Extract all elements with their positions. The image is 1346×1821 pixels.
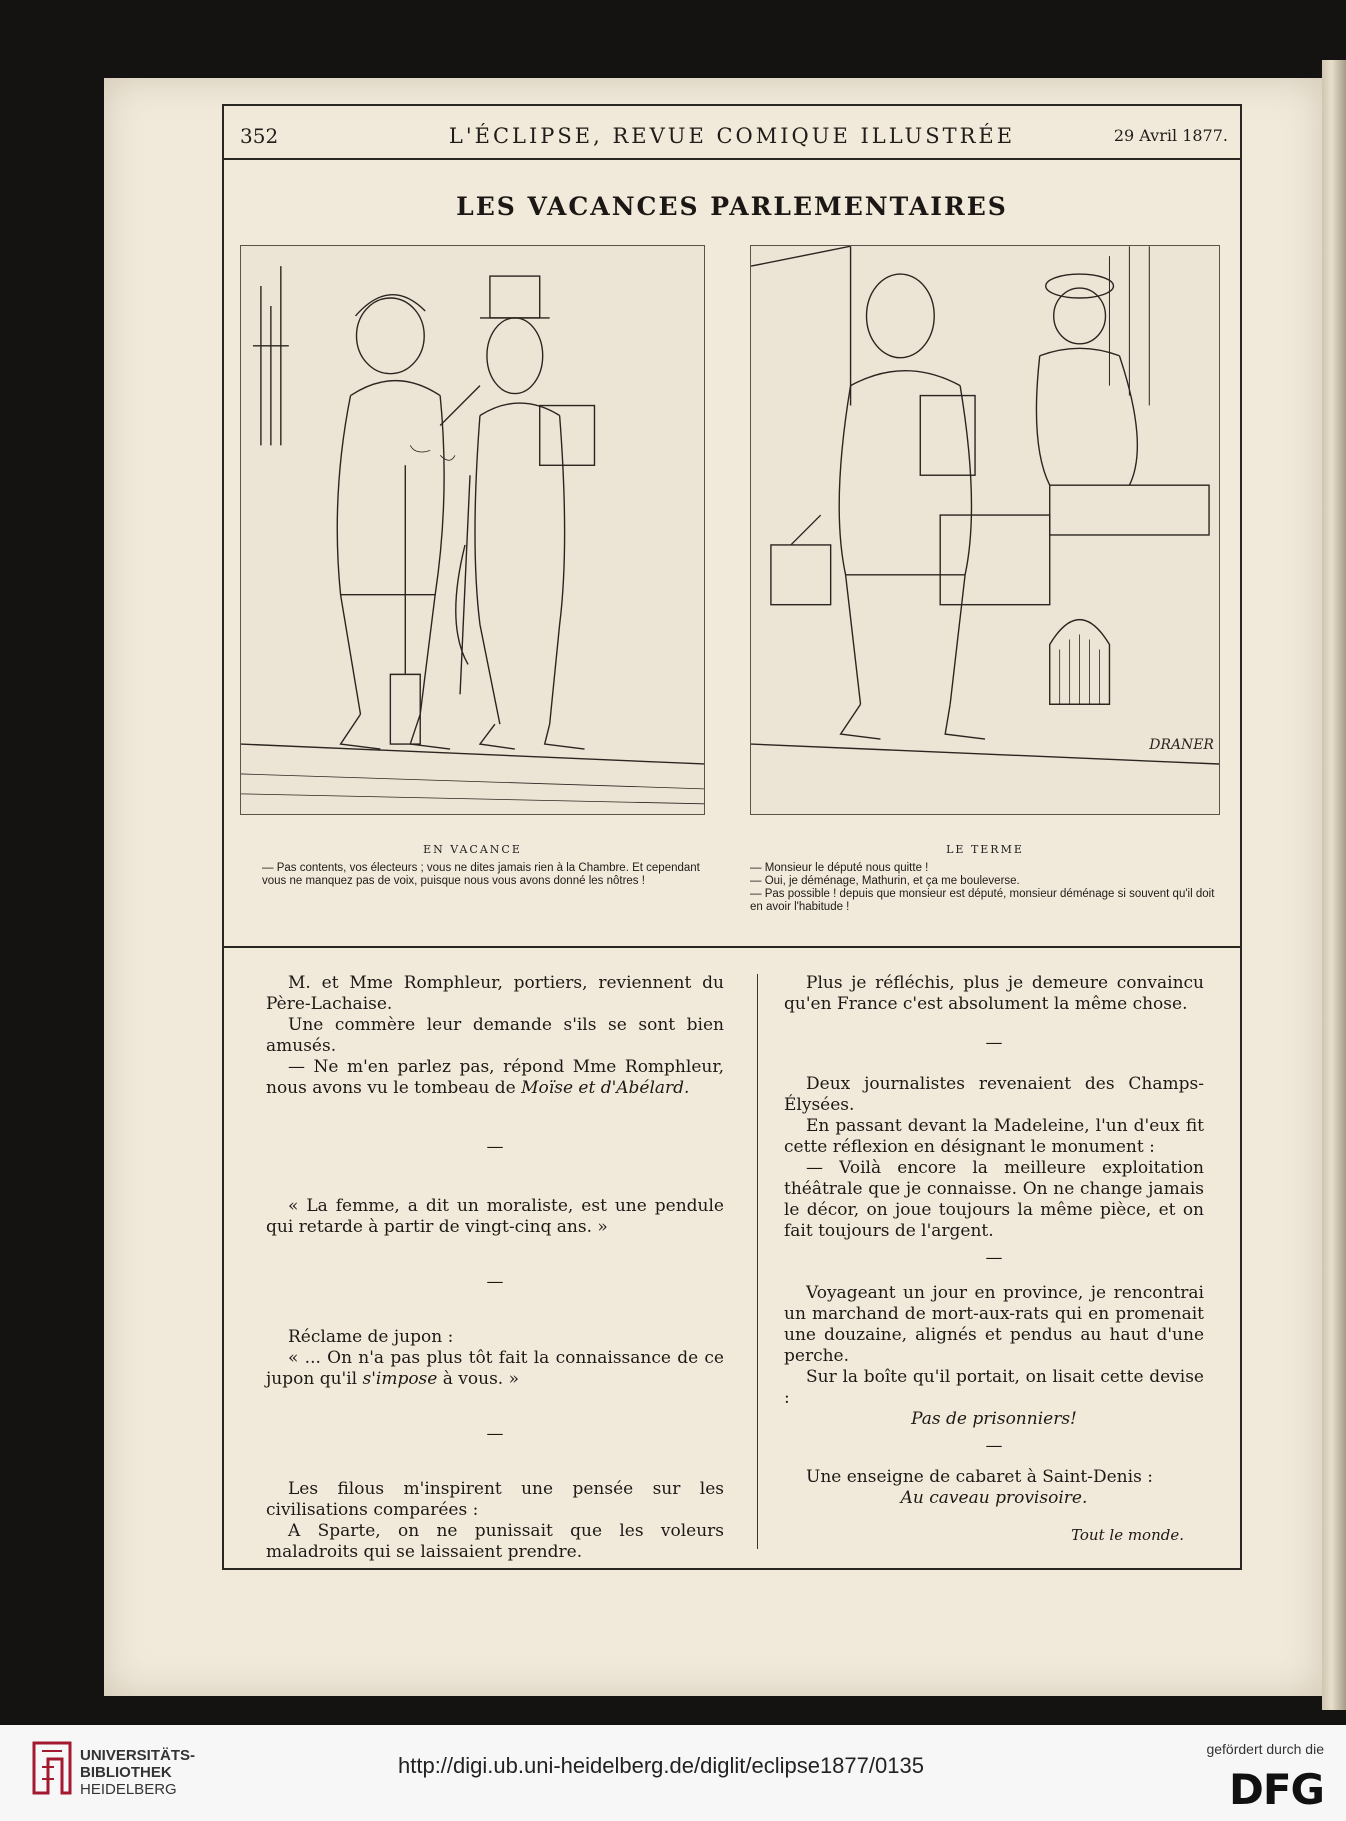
artist-signature: DRANER	[1149, 737, 1214, 754]
cartoon-drawing-left	[241, 246, 704, 814]
text-column-right	[784, 973, 1204, 1546]
separator: —	[486, 1137, 504, 1157]
illustration-le-terme	[750, 245, 1220, 815]
paragraph-italic: Moïse et d'Abélard.	[521, 1078, 690, 1098]
text-column-left	[266, 973, 724, 1563]
paragraph: Une enseigne de cabaret à Saint-Denis :	[806, 1467, 1153, 1487]
separator: —	[985, 1248, 1003, 1268]
paragraph: A Sparte, on ne punissait que les voleurs maladroits qui se laissaient prendre.	[266, 1521, 724, 1562]
author-signature: Tout le monde.	[1071, 1526, 1184, 1544]
sign-text: Au caveau provisoire.	[900, 1488, 1088, 1508]
paragraph-italic: s'impose	[362, 1369, 438, 1389]
separator: —	[985, 1033, 1003, 1053]
caption-line: — Oui, je déménage, Mathurin, et ça me bouleverse.	[750, 875, 1020, 887]
paragraph: Sur la boîte qu'il portait, on lisait cette devise :	[784, 1367, 1204, 1408]
caption-line: — Pas possible ! depuis que monsieur est député, monsieur déménage si souvent qu'il doit en avoir l'habitude !	[750, 888, 1215, 913]
viewer-footer	[0, 1725, 1346, 1821]
paragraph	[266, 1057, 724, 1099]
library-line: UNIVERSITÄTS-	[80, 1747, 196, 1764]
permalink-url[interactable]: http://digi.ub.uni-heidelberg.de/diglit/eclipse1877/0135	[398, 1753, 924, 1778]
page-edge	[1322, 60, 1346, 1710]
paragraph-text: — Ne m'en parlez pas, répond Mme Romphleur, nous avons vu le tombeau de	[266, 1057, 724, 1098]
paragraph: Réclame de jupon :	[288, 1327, 454, 1347]
paragraph: « La femme, a dit un moraliste, est une pendule qui retarde à partir de vingt-cinq ans. »	[266, 1196, 724, 1237]
funding-label: gefördert durch die	[1206, 1741, 1324, 1757]
paragraph: — Voilà encore la meilleure exploitation théâtrale que je connaisse. On ne change jamais le décor, on joue toujours la même pièce, et on fait toujours de l'argent.	[784, 1158, 1204, 1241]
page-number: 352	[240, 124, 279, 148]
caption-heading-left: EN VACANCE	[423, 843, 522, 856]
page-header	[222, 112, 1242, 160]
paragraph-text: « ... On n'a pas plus tôt fait la connaissance de ce jupon qu'il	[266, 1348, 724, 1389]
paragraph	[266, 1348, 724, 1390]
library-line: BIBLIOTHEK	[80, 1764, 172, 1781]
university-library-logo-icon	[28, 1739, 76, 1797]
illustration-en-vacance	[240, 245, 705, 815]
separator: —	[486, 1424, 504, 1444]
motto: Pas de prisonniers!	[911, 1409, 1077, 1429]
cartoon-title: LES VACANCES PARLEMENTAIRES	[456, 192, 1008, 221]
separator: —	[486, 1272, 504, 1292]
separator: —	[985, 1436, 1003, 1456]
paragraph-text: à vous. »	[437, 1369, 520, 1389]
paragraph: Une commère leur demande s'ils se sont bien amusés.	[266, 1015, 724, 1056]
publication-title: L'ÉCLIPSE, REVUE COMIQUE ILLUSTRÉE	[448, 124, 1016, 148]
issue-date: 29 Avril 1877.	[1113, 126, 1228, 145]
caption-left: — Pas contents, vos électeurs ; vous ne dites jamais rien à la Chambre. Et cependant vous ne manquez pas de voix, puisque nous vous avons donné les nôtres !	[262, 862, 700, 887]
column-divider	[757, 974, 758, 1549]
cartoon-drawing-right	[751, 246, 1219, 814]
caption-line: — Monsieur le député nous quitte !	[750, 862, 929, 874]
dfg-logo: DFG	[1228, 1765, 1324, 1814]
library-line: HEIDELBERG	[80, 1781, 177, 1798]
paragraph: En passant devant la Madeleine, l'un d'eux fit cette réflexion en désignant le monument :	[784, 1116, 1204, 1157]
paragraph: Voyageant un jour en province, je rencontrai un marchand de mort-aux-rats qui en promenait une douzaine, alignés et pendus au haut d'une perche.	[784, 1283, 1204, 1366]
caption-right	[750, 862, 1220, 914]
paragraph: Plus je réfléchis, plus je demeure convaincu qu'en France c'est absolument la même chose.	[784, 973, 1204, 1014]
section-divider	[222, 946, 1242, 948]
paragraph: M. et Mme Romphleur, portiers, reviennent du Père-Lachaise.	[266, 973, 724, 1014]
paragraph: Deux journalistes revenaient des Champs-Élysées.	[784, 1074, 1204, 1115]
library-name	[80, 1747, 195, 1798]
caption-heading-right: LE TERME	[946, 843, 1024, 856]
paragraph: Les filous m'inspirent une pensée sur les civilisations comparées :	[266, 1479, 724, 1520]
